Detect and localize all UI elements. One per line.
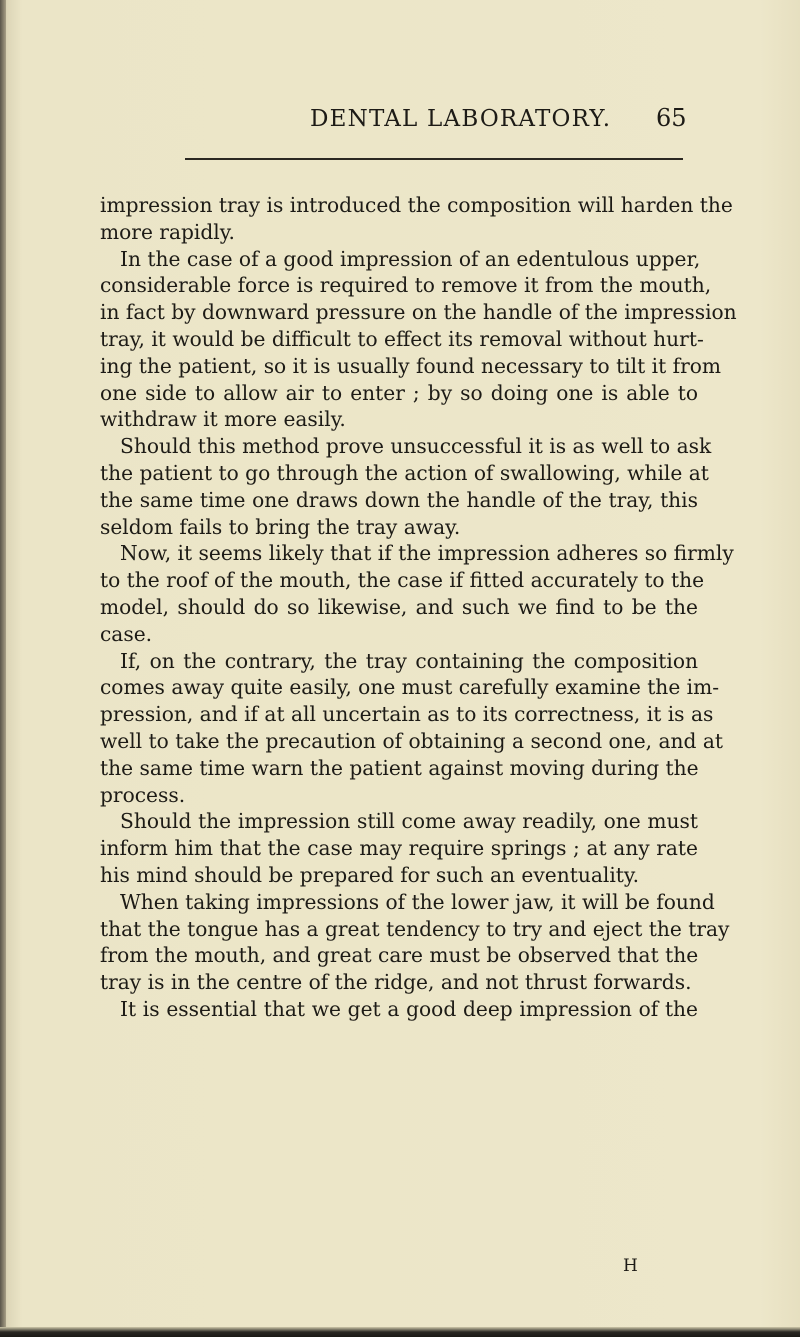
- text-line: ing the patient, so it is usually found necessary to tilt it from: [100, 353, 722, 378]
- text-line: Should this method prove unsuccessful it is as well to ask: [120, 434, 712, 459]
- text-line: seldom fails to bring the tray away.: [100, 514, 461, 539]
- page-header: [0, 106, 800, 140]
- text-line: the same time warn the patient against moving during the: [100, 755, 699, 780]
- text-line: In the case of a good impression of an edentulous upper,: [120, 246, 701, 271]
- text-line: case.: [100, 621, 153, 646]
- text-line: When taking impressions of the lower jaw, it will be found: [120, 889, 715, 914]
- text-line: If, on the contrary, the tray containing the composition: [120, 648, 698, 673]
- page-bottom-edge: [0, 1327, 800, 1337]
- text-line: the patient to go through the action of swallowing, while at: [100, 460, 709, 485]
- text-line: Now, it seems likely that if the impression adheres so firmly: [120, 541, 734, 566]
- text-line: Should the impression still come away readily, one must: [120, 809, 698, 834]
- text-line: to the roof of the mouth, the case if fitted accurately to the: [100, 568, 705, 593]
- text-line: well to take the precaution of obtaining a second one, and at: [100, 728, 724, 753]
- text-line: withdraw it more easily.: [100, 407, 346, 432]
- text-line: the same time one draws down the handle of the tray, this: [100, 487, 698, 512]
- signature-mark: H: [623, 1256, 638, 1276]
- text-line: considerable force is required to remove it from the mouth,: [100, 273, 712, 298]
- text-line: inform him that the case may require springs ; at any rate: [100, 836, 698, 861]
- text-line: comes away quite easily, one must carefully examine the im-: [100, 675, 720, 700]
- body-text: [100, 192, 737, 1023]
- text-line: impression tray is introduced the composition will harden the: [100, 193, 733, 217]
- text-line: that the tongue has a great tendency to try and eject the tray: [100, 916, 730, 941]
- text-line: tray, it would be difficult to effect its removal without hurt-: [100, 326, 704, 351]
- text-line: more rapidly.: [100, 219, 235, 244]
- header-rule: [185, 158, 683, 160]
- text-line: one side to allow air to enter ; by so doing one is able to: [100, 380, 698, 405]
- text-line: pression, and if at all uncertain as to its correctness, it is as: [100, 702, 714, 727]
- page-number: 65: [656, 104, 687, 132]
- text-line: his mind should be prepared for such an eventuality.: [100, 862, 640, 887]
- running-title: DENTAL LABORATORY.: [310, 106, 612, 132]
- page-binding-edge: [0, 0, 6, 1337]
- text-line: process.: [100, 782, 186, 807]
- text-line: It is essential that we get a good deep impression of the: [120, 996, 698, 1021]
- text-line: in fact by downward pressure on the handle of the impression: [100, 300, 737, 325]
- text-line: from the mouth, and great care must be observed that the: [100, 943, 699, 968]
- text-line: model, should do so likewise, and such we find to be the: [100, 594, 698, 619]
- text-line: tray is in the centre of the ridge, and not thrust forwards.: [100, 970, 692, 995]
